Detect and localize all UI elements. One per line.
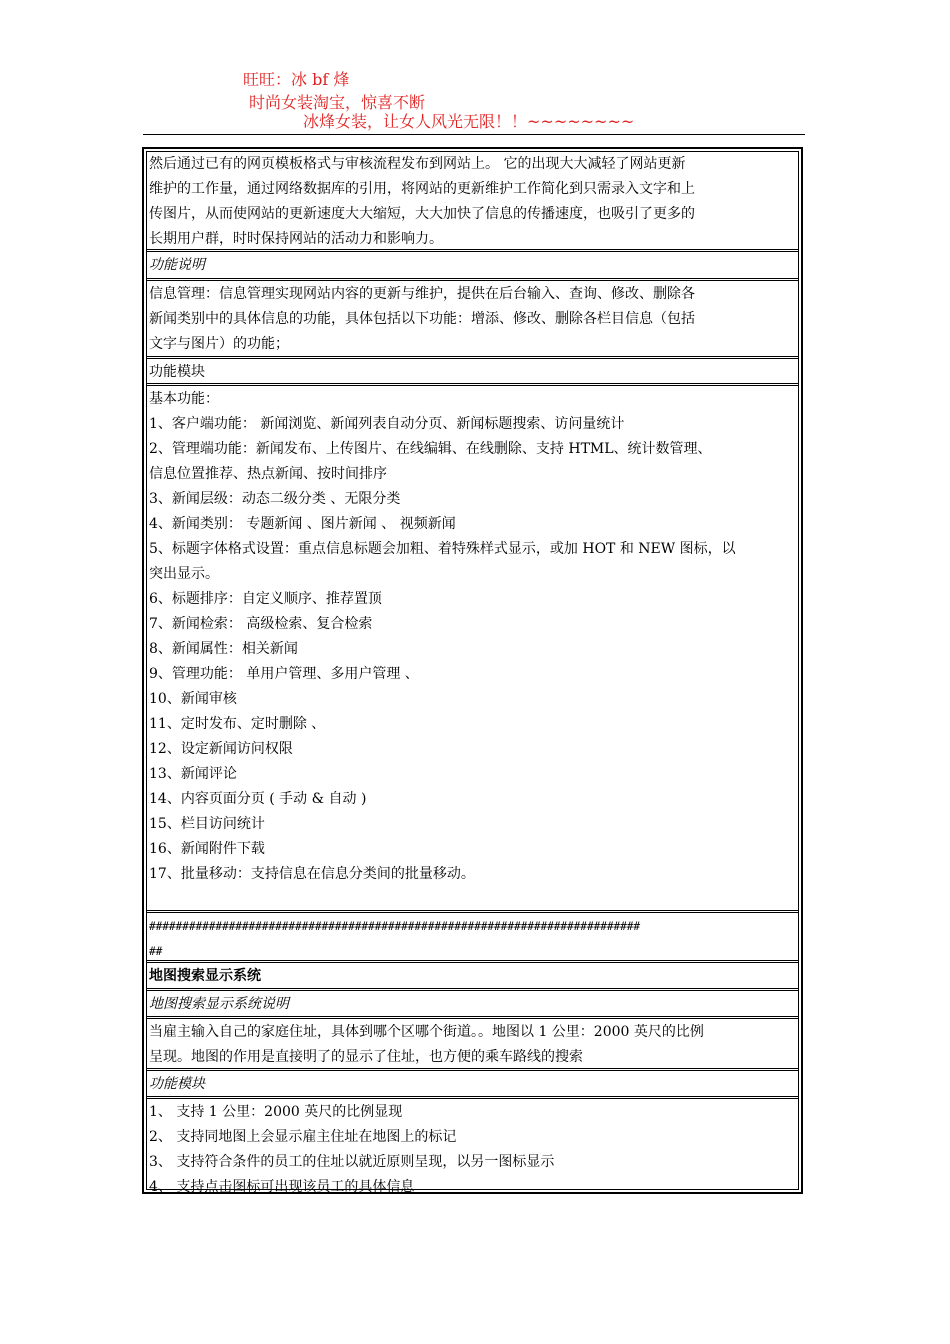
row-separator — [147, 249, 798, 252]
row-separator — [147, 1068, 798, 1071]
map-module-line: 2、 支持同地图上会显示雇主住址在地图上的标记 — [149, 1129, 457, 1145]
module-line: 信息位置推荐、热点新闻、按时间排序 — [149, 466, 387, 482]
row-separator — [147, 910, 798, 913]
func-desc-line: 信息管理：信息管理实现网站内容的更新与维护，提供在后台输入、查询、修改、删除各 — [149, 286, 695, 302]
hash-line: ## — [149, 945, 163, 958]
module-line: 12、设定新闻访问权限 — [149, 741, 293, 757]
map-desc-line: 当雇主输入自己的家庭住址，具体到哪个区哪个街道。。地图以 1 公里：2000 英尺的比例 — [149, 1024, 704, 1040]
module-line: 16、新闻附件下载 — [149, 841, 265, 857]
map-module-line: 3、 支持符合条件的员工的住址以就近原则呈现，以另一图标显示 — [149, 1154, 555, 1170]
func-desc-cell — [147, 282, 798, 356]
row-separator — [147, 988, 798, 991]
page-header — [0, 0, 950, 140]
row-separator — [147, 1016, 798, 1019]
document-table-inner — [146, 151, 799, 1195]
row-separator — [147, 1096, 798, 1099]
module-line: 1、客户端功能： 新闻浏览、新闻列表自动分页、新闻标题搜索、访问量统计 — [149, 416, 625, 432]
module-line: 基本功能： — [149, 391, 219, 407]
map-module-line: 4、 支持点击图标可出现该员工的具体信息 — [149, 1179, 415, 1195]
module-line: 15、栏目访问统计 — [149, 816, 265, 832]
module-line: 2、管理端功能：新闻发布、上传图片、在线编辑、在线删除、支持 HTML、统计数管理、 — [149, 441, 712, 457]
hash-divider-cell — [147, 914, 798, 962]
header-divider — [143, 134, 805, 135]
row-separator — [147, 278, 798, 281]
module-line: 7、新闻检索： 高级检索、复合检索 — [149, 616, 373, 632]
module-line: 13、新闻评论 — [149, 766, 237, 782]
map-system-title: 地图搜索显示系统 — [149, 968, 261, 984]
intro-line: 传图片，从而使网站的更新速度大大缩短，大大加快了信息的传播速度，也吸引了更多的 — [149, 206, 695, 222]
module-line: 14、内容页面分页 ( 手动 & 自动 ) — [149, 791, 367, 807]
document-table — [142, 147, 803, 1194]
module-line: 9、管理功能： 单用户管理、多用户管理 、 — [149, 666, 419, 682]
module-line: 4、新闻类别： 专题新闻 、图片新闻 、 视频新闻 — [149, 516, 456, 532]
map-desc-cell — [147, 1020, 798, 1070]
module-line: 突出显示。 — [149, 566, 219, 582]
module-line: 10、新闻审核 — [149, 691, 237, 707]
intro-line: 维护的工作量，通过网络数据库的引用，将网站的更新维护工作简化到只需录入文字和上 — [149, 181, 695, 197]
intro-line: 然后通过已有的网页模板格式与审核流程发布到网站上。 它的出现大大减轻了网站更新 — [149, 156, 686, 172]
func-desc-title: 功能说明 — [149, 257, 205, 273]
module-line: 8、新闻属性：相关新闻 — [149, 641, 298, 657]
header-line-wangwang: 旺旺：冰 bf 烽 — [243, 70, 350, 89]
map-desc-title: 地图搜索显示系统说明 — [149, 996, 289, 1012]
module-line: 3、新闻层级：动态二级分类 、无限分类 — [149, 491, 401, 507]
intro-cell — [147, 152, 798, 249]
header-line-slogan: 冰烽女装，让女人风光无限！！~~~~~~~~ — [303, 112, 635, 131]
func-desc-line: 文字与图片）的功能； — [149, 336, 289, 352]
header-line-shop: 时尚女装淘宝，惊喜不断 — [249, 93, 426, 112]
hash-line: ########################################################################## — [149, 920, 641, 933]
map-module-cell — [147, 1100, 798, 1195]
module-list-cell — [147, 387, 798, 901]
module-line: 17、批量移动：支持信息在信息分类间的批量移动。 — [149, 866, 475, 882]
row-separator — [147, 960, 798, 963]
func-module-title: 功能模块 — [149, 364, 205, 380]
map-module-title: 功能模块 — [149, 1076, 205, 1092]
row-separator — [147, 356, 798, 359]
func-desc-line: 新闻类别中的具体信息的功能，具体包括以下功能：增添、修改、删除各栏目信息（包括 — [149, 311, 695, 327]
map-module-line: 1、 支持 1 公里：2000 英尺的比例显现 — [149, 1104, 403, 1120]
row-separator — [147, 383, 798, 386]
module-line: 6、标题排序：自定义顺序、推荐置顶 — [149, 591, 382, 607]
module-line: 11、定时发布、定时删除 、 — [149, 716, 326, 732]
map-desc-line: 呈现。地图的作用是直接明了的显示了住址，也方便的乘车路线的搜索 — [149, 1049, 583, 1065]
module-line: 5、标题字体格式设置：重点信息标题会加粗、着特殊样式显示，或加 HOT 和 NEW 图标，以 — [149, 541, 736, 557]
intro-line: 长期用户群，时时保持网站的活动力和影响力。 — [149, 231, 443, 247]
